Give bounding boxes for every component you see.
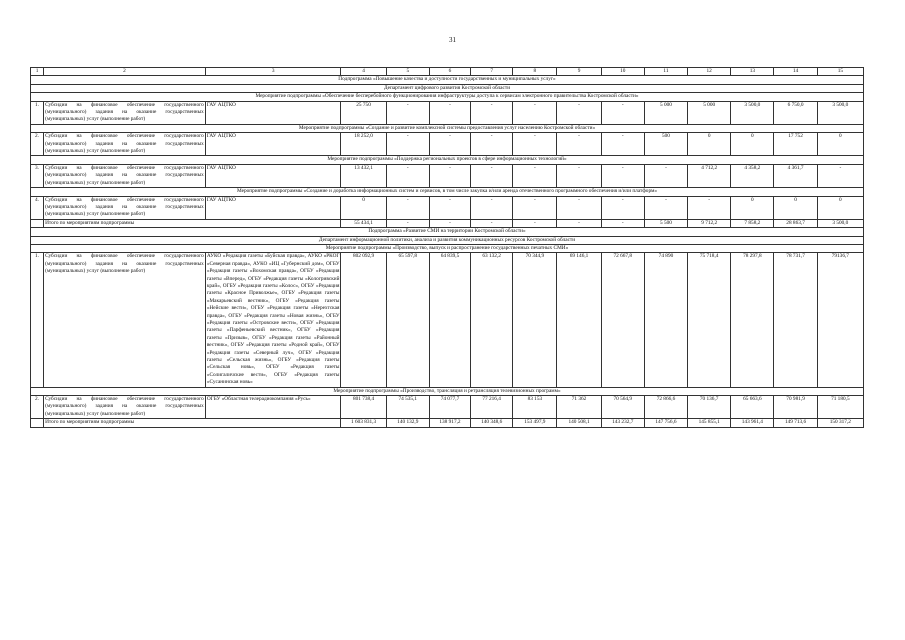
total-value-cell: - <box>386 219 429 227</box>
value-cell: - <box>644 196 687 219</box>
total-value-cell: 55 434,1 <box>341 219 386 227</box>
event-title: Мероприятие подпрограммы «Производство, трансляция и ретрансляция телевизионных программ» <box>31 387 864 395</box>
value-cell: 64 839,5 <box>429 253 470 387</box>
row-executor: ОГБУ «Областная телерадиокомпания «Русь» <box>205 396 341 419</box>
column-number: 9 <box>557 68 601 76</box>
value-cell: - <box>557 164 601 187</box>
event-title-row <box>31 93 864 101</box>
value-cell: - <box>817 164 863 187</box>
event-title-row <box>31 124 864 132</box>
column-number-row <box>31 68 864 76</box>
subprogram-title-row <box>31 76 864 84</box>
value-cell: 72 866,6 <box>644 396 687 419</box>
subprogram-2-section <box>31 228 864 428</box>
row-description: Субсидии на финансовое обеспечение государственного (муниципального) задания на оказание государственных (муниципальных) услуг (выполнение работ) <box>45 196 204 218</box>
row-number: 2. <box>31 133 44 156</box>
total-value-cell: 138 917,2 <box>429 419 470 427</box>
column-number: 4 <box>341 68 386 76</box>
total-row <box>31 419 864 427</box>
value-cell: 0 <box>341 196 386 219</box>
value-cell: 0 <box>817 196 863 219</box>
value-cell: 0 <box>688 133 731 156</box>
event-title: Мероприятие подпрограммы «Создание и развитие комплексной системы предоставления услуг населению Костромской области» <box>31 124 864 132</box>
event-title: Мероприятие подпрограммы «Производство, выпуск и распространение государственных печатных СМИ» <box>31 244 864 252</box>
value-cell: 0 <box>817 133 863 156</box>
value-cell: 17 752 <box>774 133 817 156</box>
total-value-cell: 149 713,6 <box>774 419 817 427</box>
total-value-cell: 143 232,7 <box>601 419 644 427</box>
column-number: 1 <box>31 68 44 76</box>
value-cell: 0 <box>731 133 774 156</box>
event-title-row <box>31 156 864 164</box>
total-value-cell: - <box>513 219 557 227</box>
column-number: 5 <box>386 68 429 76</box>
value-cell: 74 535,1 <box>386 396 429 419</box>
value-cell: - <box>644 164 687 187</box>
column-number: 12 <box>688 68 731 76</box>
value-cell: 5 000 <box>688 101 731 124</box>
subprogram-title: Подпрограмма «Повышение качества и доступности государственных и муниципальных услуг» <box>31 76 864 84</box>
event-title-row <box>31 387 864 395</box>
department-name: Департамент цифрового развития Костромской области <box>31 84 864 92</box>
value-cell: 74 077,7 <box>429 396 470 419</box>
value-cell: 78 731,7 <box>774 253 817 387</box>
total-value-cell: - <box>429 219 470 227</box>
value-cell: - <box>601 101 644 124</box>
value-cell: - <box>386 196 429 219</box>
column-number: 15 <box>817 68 863 76</box>
total-value-cell: 3 500,0 <box>817 219 863 227</box>
column-number: 7 <box>471 68 513 76</box>
value-cell: 83 153 <box>513 396 557 419</box>
value-cell: 78 297,8 <box>731 253 774 387</box>
value-cell: - <box>429 164 470 187</box>
department-row <box>31 84 864 92</box>
value-cell: 4 712,2 <box>688 164 731 187</box>
total-value-cell: 150 317,2 <box>817 419 863 427</box>
total-value-cell: 7 858,2 <box>731 219 774 227</box>
value-cell: - <box>557 101 601 124</box>
total-label: Итого по мероприятиям подпрограммы <box>44 219 341 227</box>
total-value-cell: - <box>557 219 601 227</box>
row-description: Субсидии на финансовое обеспечение государственного (муниципального) задания на оказание государственных (муниципальных) услуг (выполнение работ) <box>45 164 204 186</box>
column-number: 14 <box>774 68 817 76</box>
value-cell: - <box>471 133 513 156</box>
value-cell: - <box>386 164 429 187</box>
event-title-row <box>31 188 864 196</box>
row-description: Субсидии на финансовое обеспечение государственного (муниципального) задания на оказание государственных (муниципальных) услуг (выполнение работ) <box>44 253 206 387</box>
event-title: Мероприятие подпрограммы «Обеспечение бесперебойного функционирования инфраструктуры доступа к сервисам электронного правительства Костромской области» <box>31 93 864 101</box>
value-cell: 70 344,9 <box>513 253 557 387</box>
value-cell: 79136,7 <box>817 253 863 387</box>
value-cell: 69 146,1 <box>557 253 601 387</box>
value-cell: - <box>386 101 429 124</box>
column-number: 10 <box>601 68 644 76</box>
value-cell: 6 750,0 <box>774 101 817 124</box>
total-row <box>31 219 864 227</box>
value-cell: 65 597,8 <box>386 253 429 387</box>
department-name: Департамент информационной политики, анализа и развития коммуникационных ресурсов Костромской области <box>31 236 864 244</box>
value-cell: 70 981,9 <box>774 396 817 419</box>
value-cell: - <box>471 164 513 187</box>
row-number: 1. <box>31 101 44 124</box>
row-number: 1. <box>31 253 44 387</box>
value-cell: - <box>429 133 470 156</box>
table-row <box>31 101 864 124</box>
total-value-cell: - <box>471 219 513 227</box>
row-number: 4. <box>31 196 44 219</box>
value-cell: - <box>557 133 601 156</box>
value-cell: - <box>429 196 470 219</box>
table-row <box>31 253 864 387</box>
total-label: Итого по мероприятиям подпрограммы <box>44 419 341 427</box>
event-title-row <box>31 244 864 252</box>
value-cell: 4 361,7 <box>774 164 817 187</box>
row-executor: ГАУ АЦТКО <box>205 133 341 156</box>
row-description: Субсидии на финансовое обеспечение государственного (муниципального) задания на оказание государственных (муниципальных) услуг (выполнение работ) <box>45 101 204 123</box>
row-executor: АУКО «Редакция газеты «Буйская правда», АУКО «РКОГ «Северная правда», АУКО «ИЦ «Губернский дом», ОГБУ «Редакция газеты «Вохомская правда», ОГБУ «Редакция газеты «Вперед», ОГБУ «Редакция газеты «Кологривский край», ОГБУ «Редакция газеты «Колос», ОГБУ «Редакция газеты «Красное Приволжье», ОГБУ «Редакция газеты «Макарьевский вестник», ОГБУ «Редакция газеты «Нейские вести», ОГБУ «Редакция газеты «Нерехтская правда», ОГБУ «Редакция газеты «Новая жизнь», ОГБУ «Редакция газеты «Островские вести», ОГБУ «Редакция газеты «Парфеньевский вестник», ОГБУ «Редакция газеты «Призыв», ОГБУ «Редакция газеты «Районный вестник», ОГБУ «Редакция газеты «Родной край», ОГБУ «Редакция газеты «Северный луч», ОГБУ «Редакция газеты «Сельская жизнь», ОГБУ «Редакция газеты «Сельская новь», ОГБУ «Редакция газеты «Солигаличские вести», ОГБУ «Редакция газеты «Сусанинская новь» <box>206 253 340 386</box>
value-cell: 72 667,8 <box>601 253 644 387</box>
event-title: Мероприятие подпрограммы «Создание и доработка информационных систем и сервисов, в том числе закупка и/или аренда отечественного программного обеспечения и/или платформ» <box>31 188 864 196</box>
column-number: 2 <box>44 68 206 76</box>
total-value-cell: 140 508,1 <box>557 419 601 427</box>
row-executor: ГАУ АЦТКО <box>205 196 341 219</box>
value-cell: 65 663,6 <box>731 396 774 419</box>
value-cell: - <box>513 196 557 219</box>
subprogram-title-row <box>31 228 864 236</box>
table-row <box>31 396 864 419</box>
value-cell: 25 750 <box>341 101 386 124</box>
value-cell: 3 500,0 <box>731 101 774 124</box>
total-value-cell: 145 855,1 <box>688 419 731 427</box>
column-number: 11 <box>644 68 687 76</box>
column-number: 13 <box>731 68 774 76</box>
total-value-cell: 153 497,9 <box>513 419 557 427</box>
value-cell: - <box>429 101 470 124</box>
value-cell: 71 362 <box>557 396 601 419</box>
value-cell: - <box>513 133 557 156</box>
value-cell: - <box>471 101 513 124</box>
value-cell: 75 718,4 <box>688 253 731 387</box>
row-number: 2. <box>31 396 44 419</box>
total-value-cell: 1 603 831,3 <box>341 419 386 427</box>
value-cell: - <box>386 133 429 156</box>
value-cell: - <box>601 196 644 219</box>
total-number <box>31 419 44 427</box>
column-number: 3 <box>205 68 341 76</box>
column-number: 6 <box>429 68 470 76</box>
value-cell: 13 432,1 <box>341 164 386 187</box>
value-cell: 3 500,0 <box>817 101 863 124</box>
table-row <box>31 196 864 219</box>
event-title: Мероприятие подпрограммы «Поддержка региональных проектов в сфере информационных технологий» <box>31 156 864 164</box>
total-value-cell: 140 132,9 <box>386 419 429 427</box>
total-value-cell: 140 348,6 <box>471 419 513 427</box>
value-cell: 70 564,9 <box>601 396 644 419</box>
value-cell: 5 000 <box>644 101 687 124</box>
total-value-cell: 9 712,2 <box>688 219 731 227</box>
value-cell: 801 738,4 <box>341 396 386 419</box>
value-cell: 71 180,5 <box>817 396 863 419</box>
value-cell: 0 <box>731 196 774 219</box>
total-value-cell: 147 756,6 <box>644 419 687 427</box>
value-cell: 4 358,2 <box>731 164 774 187</box>
subprogram-1-section <box>31 76 864 228</box>
table-row <box>31 164 864 187</box>
row-description: Субсидии на финансовое обеспечение государственного (муниципального) задания на оказание государственных (муниципальных) услуг (выполнение работ) <box>45 396 204 417</box>
value-cell: 77 216,4 <box>471 396 513 419</box>
budget-table <box>30 67 864 428</box>
value-cell: 74 890 <box>644 253 687 387</box>
value-cell: - <box>513 164 557 187</box>
total-value-cell: 28 863,7 <box>774 219 817 227</box>
value-cell: 18 252,0 <box>341 133 386 156</box>
total-value-cell: 5 500 <box>644 219 687 227</box>
table-row <box>31 133 864 156</box>
value-cell: 802 092,9 <box>341 253 386 387</box>
row-executor: ГАУ АЦТКО <box>205 101 341 124</box>
value-cell: - <box>688 196 731 219</box>
department-row <box>31 236 864 244</box>
total-number <box>31 219 44 227</box>
row-number: 3. <box>31 164 44 187</box>
value-cell: - <box>601 164 644 187</box>
row-executor: ГАУ АЦТКО <box>205 164 341 187</box>
value-cell: - <box>513 101 557 124</box>
total-value-cell: 143 961,4 <box>731 419 774 427</box>
column-number: 8 <box>513 68 557 76</box>
page-number: 31 <box>449 36 456 44</box>
row-description: Субсидии на финансовое обеспечение государственного (муниципального) задания на оказание государственных (муниципальных) услуг (выполнение работ) <box>45 133 204 155</box>
total-value-cell: - <box>601 219 644 227</box>
subprogram-title: Подпрограмма «Развитие СМИ на территории Костромской области» <box>31 228 864 236</box>
value-cell: - <box>471 196 513 219</box>
value-cell: 70 136,7 <box>688 396 731 419</box>
value-cell: - <box>601 133 644 156</box>
value-cell: 63 132,2 <box>471 253 513 387</box>
value-cell: 0 <box>774 196 817 219</box>
value-cell: 500 <box>644 133 687 156</box>
value-cell: - <box>557 196 601 219</box>
